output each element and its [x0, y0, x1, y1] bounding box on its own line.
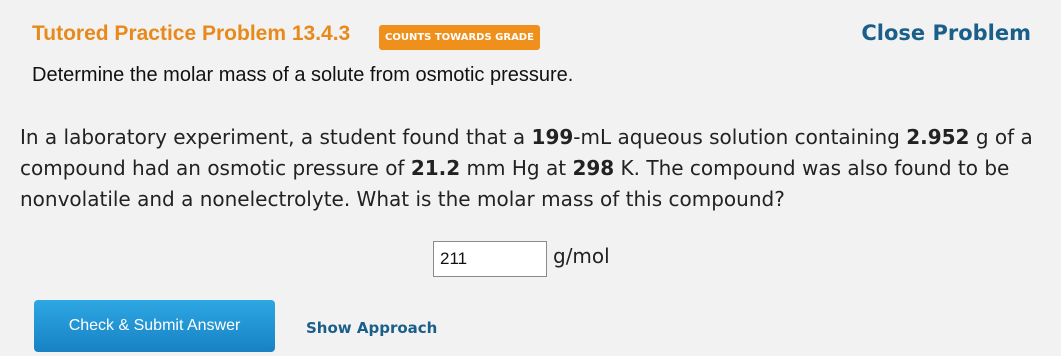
- problem-subtitle: Determine the molar mass of a solute from osmotic pressure.: [32, 64, 574, 86]
- problem-text-part: mm Hg at: [460, 156, 573, 180]
- molar-mass-input[interactable]: [433, 241, 547, 277]
- volume-value: 199: [531, 125, 574, 149]
- temperature-value: 298: [572, 156, 615, 180]
- problem-header: [32, 20, 1031, 54]
- mass-value: 2.952: [906, 125, 970, 149]
- close-problem-link[interactable]: Close Problem: [861, 21, 1031, 45]
- pressure-value: 21.2: [410, 156, 461, 180]
- problem-text-part: -mL aqueous solution containing: [573, 125, 907, 149]
- unit-label: g/mol: [553, 244, 610, 268]
- problem-text-part: K. The compound was also found to be nonvolatile and a nonelectrolyte. What is the molar mass of this compound?: [20, 156, 1010, 211]
- problem-text-part: In a laboratory experiment, a student found that a: [20, 125, 532, 149]
- problem-title: Tutored Practice Problem 13.4.3: [32, 22, 351, 45]
- problem-statement: [20, 122, 1045, 215]
- grade-badge: COUNTS TOWARDS GRADE: [379, 25, 540, 50]
- show-approach-link[interactable]: Show Approach: [306, 319, 438, 337]
- problem-text-part: g of a compound had an osmotic pressure of: [20, 125, 1033, 180]
- check-submit-button[interactable]: Check & Submit Answer: [34, 300, 275, 352]
